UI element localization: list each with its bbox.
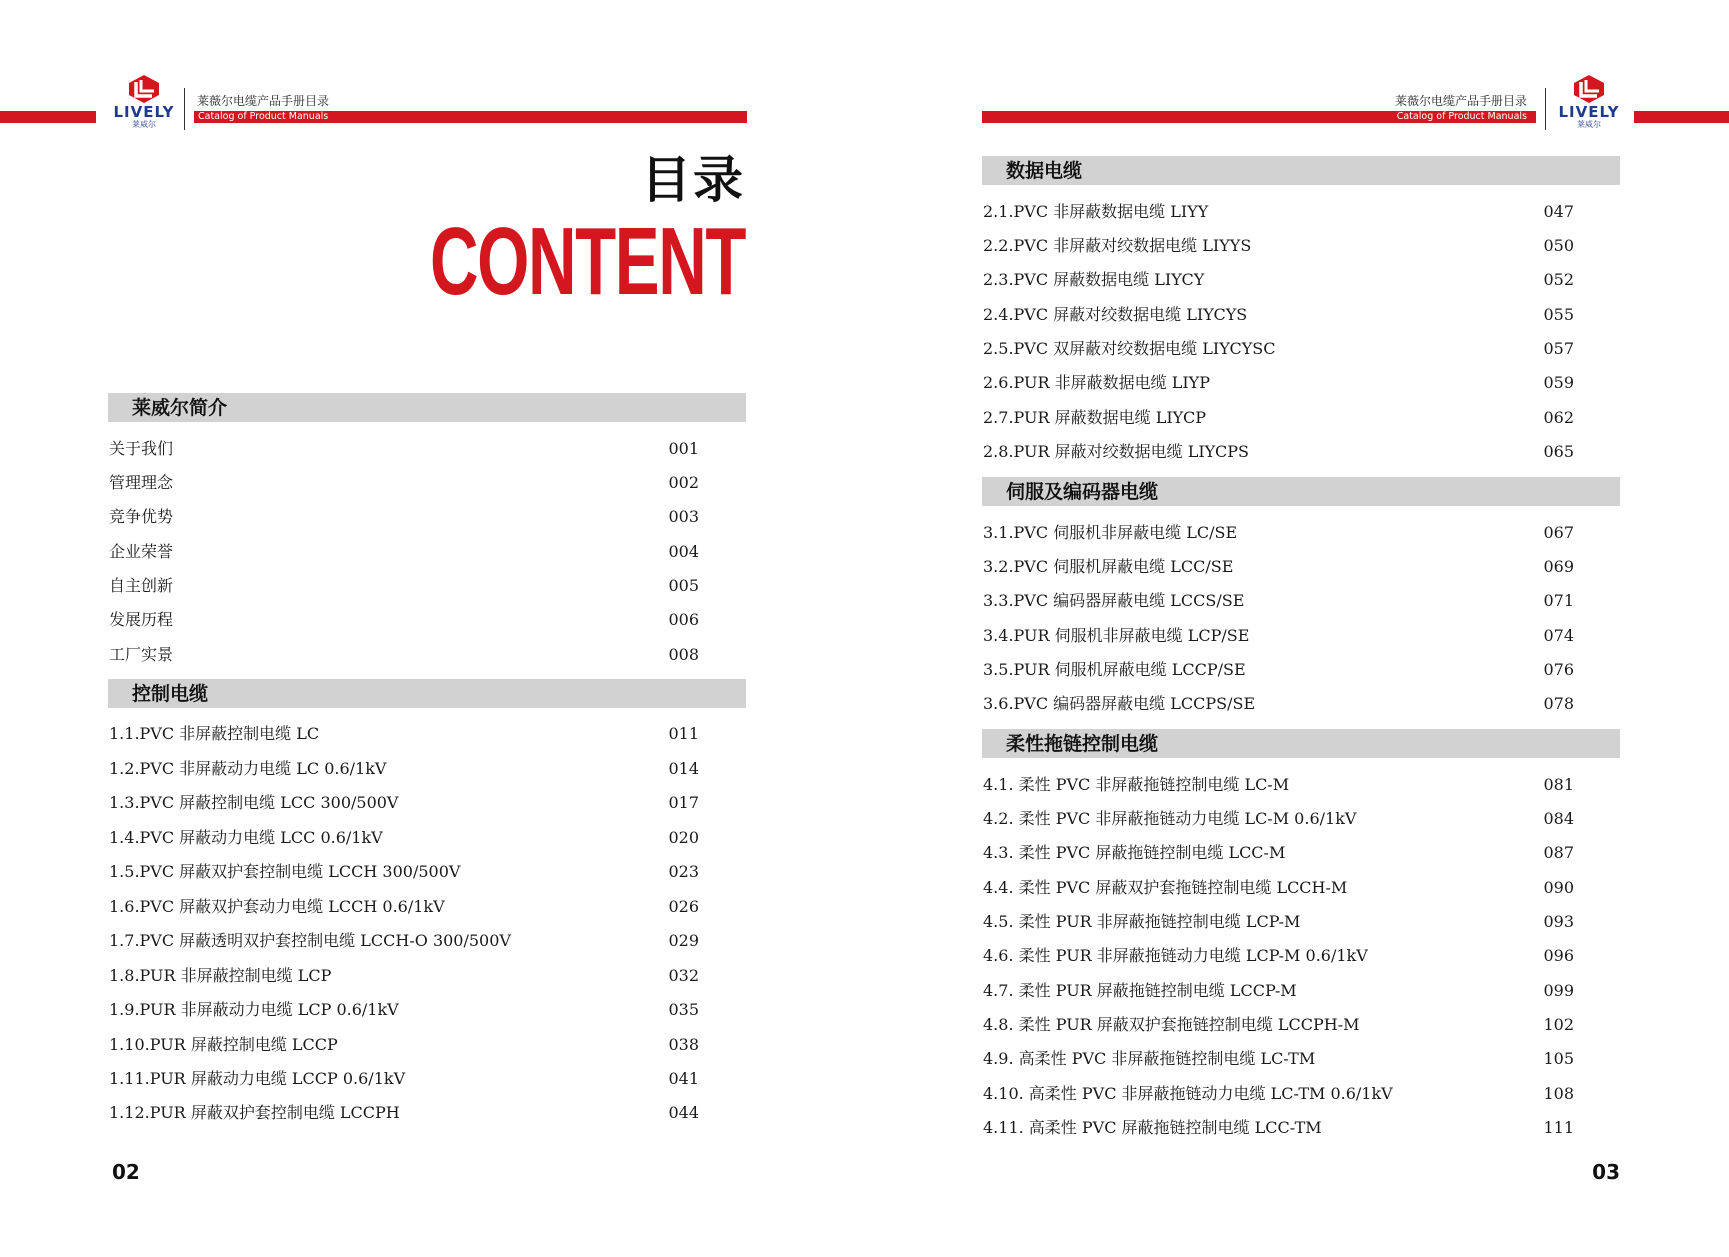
toc-entry-page: 005 [668,576,699,595]
toc-entry-title: 4.6. 柔性 PUR 非屏蔽拖链动力电缆 LCP-M 0.6/1kV [983,946,1368,965]
toc-entry[interactable] [983,368,1574,398]
toc-entry-page: 108 [1543,1084,1574,1103]
toc-entry-title: 4.5. 柔性 PUR 非屏蔽拖链控制电缆 LCP-M [983,912,1301,931]
toc-entry-title: 1.3.PVC 屏蔽控制电缆 LCC 300/500V [109,793,399,812]
toc-entry[interactable] [983,804,1574,834]
toc-entry-page: 008 [668,645,699,664]
toc-entry-page: 076 [1543,660,1574,679]
toc-entry[interactable] [109,926,699,956]
toc-entry-page: 087 [1543,843,1574,862]
toc-entry[interactable] [983,1010,1574,1040]
toc-entry-page: 052 [1543,270,1574,289]
page-number-left: 02 [112,1160,140,1184]
toc-entry-title: 4.7. 柔性 PUR 屏蔽拖链控制电缆 LCCP-M [983,981,1297,1000]
toc-entry[interactable] [109,571,699,601]
toc-entry-page: 093 [1543,912,1574,931]
toc-entry-title: 1.8.PUR 非屏蔽控制电缆 LCP [109,966,332,985]
toc-entry-page: 002 [668,473,699,492]
toc-entry-page: 062 [1543,408,1574,427]
toc-entry-title: 1.5.PVC 屏蔽双护套控制电缆 LCCH 300/500V [109,862,461,881]
toc-entry-title: 1.10.PUR 屏蔽控制电缆 LCCP [109,1035,338,1054]
toc-entry[interactable] [983,1079,1574,1109]
logo-brand-cn: 莱威尔 [1577,120,1601,129]
page-title-cn: 目录 [641,151,745,209]
toc-entry-title: 4.2. 柔性 PVC 非屏蔽拖链动力电缆 LC-M 0.6/1kV [983,809,1357,828]
toc-entry-page: 105 [1543,1049,1574,1068]
toc-entry[interactable] [983,197,1574,227]
toc-entry[interactable] [983,655,1574,685]
toc-entry-page: 023 [668,862,699,881]
toc-entry-title: 1.11.PUR 屏蔽动力电缆 LCCP 0.6/1kV [109,1069,406,1088]
toc-entry-title: 3.6.PVC 编码器屏蔽电缆 LCCPS/SE [983,694,1256,713]
toc-entry[interactable] [983,941,1574,971]
toc-entry-page: 067 [1543,523,1574,542]
toc-entry-page: 011 [668,724,699,743]
lively-logo-icon [127,74,161,104]
toc-entry-title: 2.2.PVC 非屏蔽对绞数据电缆 LIYYS [983,236,1252,255]
toc-entry-title: 3.5.PUR 伺服机屏蔽电缆 LCCP/SE [983,660,1246,679]
toc-entry-title: 3.3.PVC 编码器屏蔽电缆 LCCS/SE [983,591,1245,610]
toc-entry[interactable] [109,502,699,532]
toc-entry-title: 4.1. 柔性 PVC 非屏蔽拖链控制电缆 LC-M [983,775,1290,794]
toc-entry-page: 111 [1543,1118,1574,1137]
toc-entry-page: 014 [668,759,699,778]
toc-entry-title: 1.9.PUR 非屏蔽动力电缆 LCP 0.6/1kV [109,1000,399,1019]
toc-entry[interactable] [983,265,1574,295]
section-header [982,156,1620,185]
toc-entry-page: 035 [668,1000,699,1019]
toc-entry-page: 041 [668,1069,699,1088]
toc-entry[interactable] [109,719,699,749]
toc-entry-title: 2.1.PVC 非屏蔽数据电缆 LIYY [983,202,1209,221]
toc-entry-title: 2.8.PUR 屏蔽对绞数据电缆 LIYCPS [983,442,1249,461]
right-header-title-en: Catalog of Product Manuals [1396,111,1527,122]
toc-entry-title: 4.11. 高柔性 PVC 屏蔽拖链控制电缆 LCC-TM [983,1118,1322,1137]
left-header-title-en: Catalog of Product Manuals [198,111,329,122]
toc-entry[interactable] [109,857,699,887]
toc-entry-title: 2.3.PVC 屏蔽数据电缆 LIYCY [983,270,1205,289]
toc-entry-page: 099 [1543,981,1574,1000]
toc-entry[interactable] [983,838,1574,868]
toc-entry-title: 工厂实景 [109,645,174,664]
section-heading: 伺服及编码器电缆 [1006,481,1159,503]
toc-entry-page: 050 [1543,236,1574,255]
right-logo [1549,74,1629,129]
toc-entry[interactable] [983,1044,1574,1074]
toc-entry-title: 管理理念 [109,473,174,492]
toc-entry-title: 2.7.PUR 屏蔽数据电缆 LIYCP [983,408,1206,427]
right-header-bar-right [1634,111,1729,123]
right-header-divider [1545,88,1546,130]
toc-entry[interactable] [983,334,1574,364]
right-header-title-cn: 莱薇尔电缆产品手册目录 [1394,94,1527,108]
section-heading: 莱威尔简介 [132,397,228,419]
section-heading: 数据电缆 [1006,160,1083,182]
toc-entry-title: 4.4. 柔性 PVC 屏蔽双护套拖链控制电缆 LCCH-M [983,878,1348,897]
toc-entry-page: 071 [1543,591,1574,610]
left-logo [104,74,184,129]
toc-entry[interactable] [983,873,1574,903]
toc-entry[interactable] [983,437,1574,467]
toc-entry-title: 自主创新 [109,576,174,595]
toc-entry[interactable] [983,518,1574,548]
toc-entry[interactable] [983,689,1574,719]
toc-entry-title: 发展历程 [109,610,174,629]
toc-entry[interactable] [983,300,1574,330]
toc-entry[interactable] [109,892,699,922]
toc-entry[interactable] [983,907,1574,937]
toc-entry[interactable] [109,754,699,784]
toc-entry[interactable] [983,621,1574,651]
toc-entry-page: 032 [668,966,699,985]
toc-entry-title: 1.6.PVC 屏蔽双护套动力电缆 LCCH 0.6/1kV [109,897,445,916]
section-header [108,679,746,708]
toc-entry[interactable] [983,552,1574,582]
toc-entry[interactable] [983,976,1574,1006]
toc-entry[interactable] [109,1064,699,1094]
toc-entry-title: 3.1.PVC 伺服机非屏蔽电缆 LC/SE [983,523,1238,542]
toc-entry-page: 074 [1543,626,1574,645]
toc-entry-title: 1.4.PVC 屏蔽动力电缆 LCC 0.6/1kV [109,828,383,847]
toc-entry[interactable] [983,403,1574,433]
toc-entry-title: 竞争优势 [109,507,174,526]
toc-entry[interactable] [109,961,699,991]
toc-entry-page: 001 [668,439,699,458]
left-header-title-cn: 莱薇尔电缆产品手册目录 [197,94,330,108]
toc-entry[interactable] [983,586,1574,616]
toc-entry-title: 3.4.PUR 伺服机非屏蔽电缆 LCP/SE [983,626,1250,645]
toc-entry-title: 4.3. 柔性 PVC 屏蔽拖链控制电缆 LCC-M [983,843,1286,862]
toc-entry-page: 004 [668,542,699,561]
toc-entry-page: 065 [1543,442,1574,461]
toc-entry-title: 1.2.PVC 非屏蔽动力电缆 LC 0.6/1kV [109,759,387,778]
logo-brand-text: LIVELY [113,103,175,121]
toc-entry-page: 006 [668,610,699,629]
toc-entry[interactable] [983,1113,1574,1143]
toc-entry-page: 102 [1543,1015,1574,1034]
toc-entry-page: 090 [1543,878,1574,897]
toc-entry-page: 096 [1543,946,1574,965]
toc-entry[interactable] [109,640,699,670]
toc-entry-title: 企业荣誉 [109,542,174,561]
toc-entry-title: 1.12.PUR 屏蔽双护套控制电缆 LCCPH [109,1103,400,1122]
toc-entry-page: 026 [668,897,699,916]
toc-entry-page: 044 [668,1103,699,1122]
lively-logo-icon [1572,74,1606,104]
section-header [108,393,746,422]
toc-entry[interactable] [109,434,699,464]
toc-entry-title: 2.6.PUR 非屏蔽数据电缆 LIYP [983,373,1210,392]
toc-entry[interactable] [109,468,699,498]
toc-entry[interactable] [983,770,1574,800]
toc-entry-page: 020 [668,828,699,847]
toc-entry-page: 003 [668,507,699,526]
toc-entry-page: 038 [668,1035,699,1054]
toc-entry[interactable] [109,1098,699,1128]
logo-brand-cn: 莱威尔 [132,120,156,129]
toc-entry[interactable] [109,1030,699,1060]
toc-entry-title: 1.1.PVC 非屏蔽控制电缆 LC [109,724,320,743]
toc-entry-title: 4.8. 柔性 PUR 屏蔽双护套拖链控制电缆 LCCPH-M [983,1015,1360,1034]
toc-entry-title: 4.10. 高柔性 PVC 非屏蔽拖链动力电缆 LC-TM 0.6/1kV [983,1084,1393,1103]
toc-entry-title: 2.4.PVC 屏蔽对绞数据电缆 LIYCYS [983,305,1248,324]
toc-entry-title: 2.5.PVC 双屏蔽对绞数据电缆 LIYCYSC [983,339,1276,358]
section-header [982,477,1620,506]
toc-entry-title: 3.2.PVC 伺服机屏蔽电缆 LCC/SE [983,557,1234,576]
toc-entry[interactable] [109,788,699,818]
left-header-divider [184,88,185,130]
page-number-right: 03 [1592,1160,1620,1184]
toc-entry-page: 057 [1543,339,1574,358]
section-heading: 柔性拖链控制电缆 [1006,733,1159,755]
toc-entry[interactable] [109,823,699,853]
toc-entry-page: 084 [1543,809,1574,828]
toc-entry-title: 关于我们 [109,439,174,458]
toc-entry[interactable] [109,995,699,1025]
toc-entry-title: 1.7.PVC 屏蔽透明双护套控制电缆 LCCH-O 300/500V [109,931,511,950]
toc-entry-page: 081 [1543,775,1574,794]
toc-entry-page: 047 [1543,202,1574,221]
toc-entry-page: 078 [1543,694,1574,713]
toc-entry-page: 059 [1543,373,1574,392]
toc-entry-page: 069 [1543,557,1574,576]
toc-entry[interactable] [983,231,1574,261]
toc-entry[interactable] [109,537,699,567]
left-header-bar-left [0,111,96,123]
toc-entry[interactable] [109,605,699,635]
section-heading: 控制电缆 [132,683,209,705]
section-header [982,729,1620,758]
toc-entry-title: 4.9. 高柔性 PVC 非屏蔽拖链控制电缆 LC-TM [983,1049,1316,1068]
toc-entry-page: 055 [1543,305,1574,324]
toc-entry-page: 017 [668,793,699,812]
toc-entry-page: 029 [668,931,699,950]
logo-brand-text: LIVELY [1558,103,1620,121]
page-title-en: CONTENT [430,208,745,315]
